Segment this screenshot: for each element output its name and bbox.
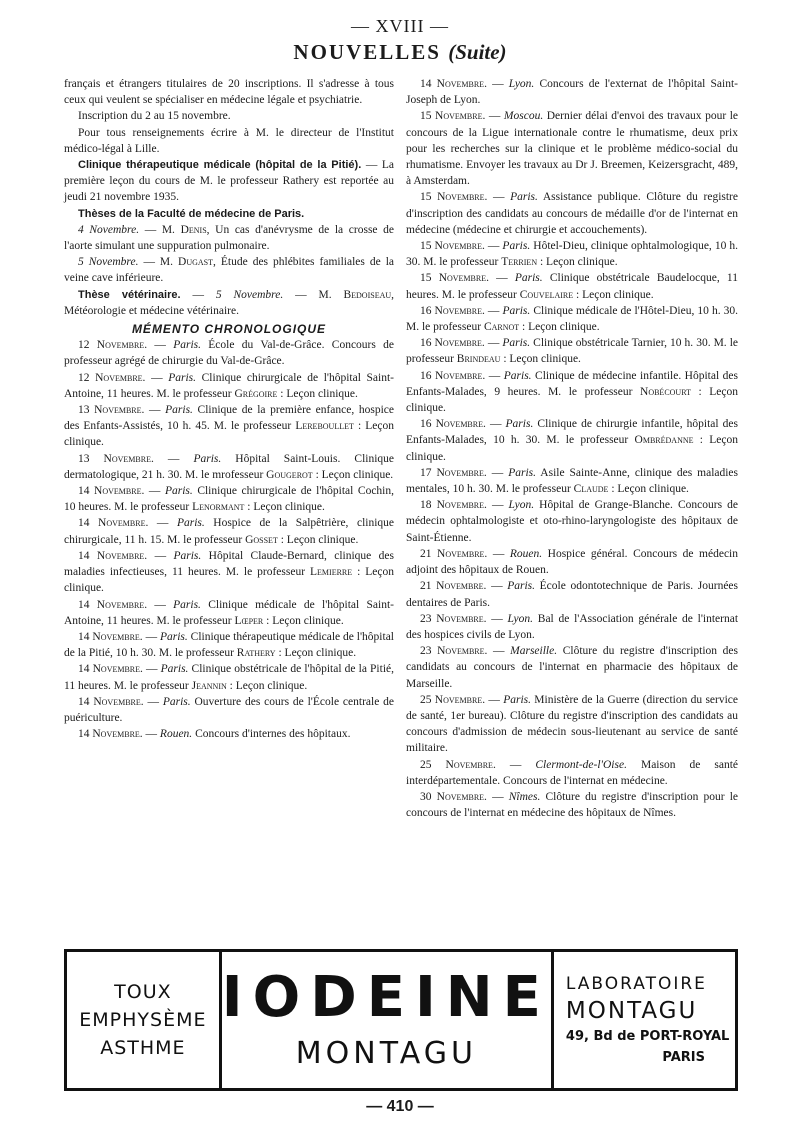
person-name: Carnot (483, 321, 520, 334)
event-city: Lyon. (507, 612, 534, 625)
event-entry: 16 Novembre. — Paris. Clinique de médecine infantile. Hôpital des Enfants-Malades, 9 heures. M. le professeur Nobécourt : Leçon clinique. (406, 369, 738, 415)
event-date: 23 Novembre. (420, 612, 487, 625)
right-column (406, 76, 738, 821)
event-date: 21 Novembre. (420, 580, 487, 593)
event-text: Hôpital de Grange-Blanche. Concours de médecin ophtalmologiste et oto-rhino-laryngologiste des hôpitaux de Saint-Étienne. (406, 499, 739, 544)
event-text: École odontotechnique de Paris. Journées dentaires de Paris. (406, 580, 739, 609)
event-date: 16 Novembre. (420, 418, 486, 431)
event-city: Clermont-de-l'Oise. (535, 758, 627, 771)
event-text: : Leçon clinique. (263, 614, 344, 627)
event-city: Paris. (503, 693, 531, 706)
event-date: 14 Novembre. (78, 517, 149, 530)
ad-indication: ASTHME (100, 1037, 186, 1059)
event-entry: 30 Novembre. — Nîmes. Clôture du registre d'inscription pour le concours de l'internat en médecine des hôpitaux de Nîmes. (406, 790, 739, 820)
event-entry: 25 Novembre. — Paris. Ministère de la Guerre (direction du service de santé, 1er bureau). Clôture du registre d'inscription des candidats au concours d'admission de médecin sous-lieutenant au service de santé militaire. (406, 693, 739, 755)
person-name: Grégoire (234, 387, 278, 400)
event-text: : Leçon clinique. (406, 434, 738, 463)
event-city: Moscou. (503, 110, 544, 123)
text: — M. (139, 223, 181, 236)
paragraph: français et étrangers titulaires de 20 inscriptions. Il s'adresse à tous ceux qui veulent se spécialiser en médecine légale et psychiatrie. (64, 78, 394, 107)
event-city: Paris. (503, 369, 532, 382)
event-date: 14 Novembre. (78, 663, 143, 676)
event-entry: 15 Novembre. — Paris. Hôtel-Dieu, clinique ophtalmologique, 10 h. 30. M. le professeur Terrien : Leçon clinique. (406, 240, 738, 269)
event-text: Clinique obstétricale Baudelocque, 11 heures. M. le professeur (406, 272, 738, 301)
paragraph (64, 222, 394, 254)
event-date: 15 Novembre. (420, 191, 488, 204)
person-name: Lœper (234, 614, 264, 627)
date: 5 Novembre. (215, 288, 284, 301)
text: — M. (283, 288, 344, 301)
title-text: NOUVELLES (293, 40, 441, 64)
event-date: 30 Novembre. (420, 790, 487, 803)
text: , Étude des phlébites familiales de la veine cave inférieure. (64, 256, 394, 285)
event-date: 16 Novembre. (420, 369, 486, 382)
person-name: Claude (573, 483, 609, 496)
ad-brand-subtitle: MONTAGU (295, 1036, 477, 1071)
paragraph-text: — La première leçon du cours de M. le professeur Rathery est reportée au jeudi 21 novembre 1935. (64, 159, 394, 204)
event-entry: 23 Novembre. — Marseille. Clôture du registre d'inscription des candidats au concours de l'internat en pharmacie des hôpitaux de Marseille. (406, 645, 739, 690)
event-city: Rouen. (159, 728, 193, 741)
event-entry: 13 Novembre. — Paris. Clinique de la première enfance, hospice des Enfants-Assistés, 10 h. 45. M. le professeur Lereboullet : Leçon clinique. (64, 404, 394, 449)
event-date: 15 Novembre. (420, 110, 486, 123)
event-date: 14 Novembre. (78, 549, 148, 562)
event-text: Hospice de la Salpêtrière, clinique chirurgicale, 11 h. 15. M. le professeur (64, 517, 395, 546)
paragraph (64, 254, 394, 286)
event-entry: 17 Novembre. — Paris. Asile Sainte-Anne, clinique des maladies mentales, 10 h. 30. M. le professeur Claude : Leçon clinique. (406, 466, 739, 496)
event-text: Clinique de la première enfance, hospice des Enfants-Assistés, 10 h. 45. M. le professeur (64, 404, 394, 433)
event-text: Clinique thérapeutique médicale de l'hôpital de la Pitié, 10 h. 30. M. le professeur (64, 630, 394, 660)
event-text: Clinique obstétricale Tarnier, 10 h. 30. M. le professeur (406, 337, 738, 366)
paragraph (64, 287, 394, 319)
event-text: : Leçon clinique. (226, 679, 308, 692)
event-date: 14 Novembre. (78, 485, 145, 498)
event-text: Asile Sainte-Anne, clinique des maladies mentales, 10 h. 30. M. le professeur (406, 466, 739, 496)
event-entry: 16 Novembre. — Paris. Clinique de chirurgie infantile, hôpital des Enfants-Malades, 10 h. 30. M. le professeur Ombrédanne : Leçon clinique. (406, 418, 739, 463)
event-city: Paris. (173, 339, 201, 352)
event-text: : Leçon clinique. (537, 256, 618, 269)
ad-brand-name: IODEINE (221, 965, 551, 1030)
event-city: Paris. (162, 695, 191, 708)
ad-lab-name: MONTAGU (565, 998, 698, 1024)
person-name: Denis (180, 223, 207, 236)
event-city: Paris. (165, 404, 193, 417)
date: 5 Novembre. (78, 256, 139, 269)
event-entry: 14 Novembre. — Paris. Clinique médicale de l'hôpital Saint-Antoine, 11 heures. M. le professeur Lœper : Leçon clinique. (64, 598, 394, 627)
event-text: : Leçon clinique. (64, 420, 394, 449)
event-text: Bal de l'Association générale de l'internat des hospices civils de Lyon. (406, 612, 739, 641)
event-text: Ministère de la Guerre (direction du service de santé, 1er bureau). Clôture du registre d'inscription des candidats au concours d'admission de médecin sous-lieutenant au service de santé militaire. (406, 693, 739, 755)
event-city: Paris. (502, 304, 531, 317)
event-text: Clinique médicale de l'Hôtel-Dieu, 10 h. 30. M. le professeur (406, 304, 739, 334)
event-text: Hôpital Saint-Louis. Clinique dermatologique, 21 h. 30. M. le mrofesseur (64, 452, 395, 481)
paragraph-heading: Thèses de la Faculté de médecine de Paris. (78, 207, 305, 220)
paragraph-heading: Clinique thérapeutique médicale (hôpital de la Pitié). (78, 159, 362, 172)
event-entry: 13 Novembre. — Paris. Hôpital Saint-Louis. Clinique dermatologique, 21 h. 30. M. le mrofesseur Gougerot : Leçon clinique. (64, 452, 395, 481)
event-text: Ouverture des cours de l'École centrale de puériculture. (64, 695, 395, 724)
event-date: 13 Novembre. (78, 404, 145, 417)
event-city: Paris. (193, 452, 222, 465)
event-city: Paris. (173, 549, 202, 562)
text: — M. (138, 256, 179, 269)
event-text: Clinique chirurgicale de l'hôpital Saint-Antoine, 11 heures. M. le professeur (64, 371, 394, 400)
event-entry: 14 Novembre. — Rouen. Concours d'internes des hôpitaux. (78, 728, 351, 741)
event-date: 25 Novembre. (420, 693, 486, 706)
event-date: 14 Novembre. (78, 728, 143, 741)
event-text: : Leçon clinique. (275, 647, 357, 660)
event-entry: 14 Novembre. — Paris. Hospice de la Salpêtrière, clinique chirurgicale, 11 h. 15. M. le professeur Gosset : Leçon clinique. (64, 517, 395, 546)
ad-lab-label: LABORATOIRE (565, 974, 707, 994)
event-city: Nîmes. (508, 790, 541, 803)
person-name: Jeannin (191, 679, 227, 692)
ad-indication: TOUX (114, 981, 172, 1003)
person-name: Brindeau (456, 353, 501, 366)
event-entry: 21 Novembre. — Paris. École odontotechnique de Paris. Journées dentaires de Paris. (406, 580, 739, 609)
ad-indication: EMPHYSÈME (79, 1009, 207, 1031)
person-name: Couvelaire (519, 288, 574, 301)
ad-laboratory (554, 952, 735, 1088)
event-text: Clinique obstétricale de l'hôpital de la Pitié, 11 heures. M. le professeur (64, 663, 395, 692)
event-entry: 12 Novembre. — Paris. École du Val-de-Grâce. Concours de professeur agrégé de chirurgie du Val-de-Grâce. (64, 339, 395, 368)
person-name: Terrien (501, 256, 538, 269)
event-city: Paris. (168, 371, 196, 384)
event-city: Paris. (173, 598, 201, 611)
event-text: Clinique médicale de l'hôpital Saint-Antoine, 11 heures. M. le professeur (64, 598, 394, 627)
event-city: Paris. (164, 485, 193, 498)
person-name: Bedoiseau (343, 288, 392, 301)
event-city: Rouen. (509, 547, 543, 560)
event-text: Clôture du registre d'inscription des candidats au concours de l'internat en pharmacie des hôpitaux de Marseille. (406, 645, 739, 690)
person-name: Lereboullet (295, 420, 354, 433)
text: — (180, 288, 216, 301)
event-city: Marseille. (510, 645, 558, 658)
event-text: : Leçon clinique. (64, 566, 394, 595)
event-city: Paris. (507, 580, 536, 593)
event-text: Dernier délai d'envoi des travaux pour le concours de la Ligue internationale contre le rhumatisme, deux prix pour les recherches sur la clinique et le problème médico-social du rhumatisme. Envoyer les travaux au Dr J. Breemen, Keizersgracht, 489, à Amsterdam. (406, 110, 739, 188)
event-text: Hôtel-Dieu, clinique ophtalmologique, 10 h. 30. M. le professeur (406, 240, 738, 269)
ad-address: 49, Bd de PORT-ROYAL (565, 1029, 730, 1044)
event-entry: 14 Novembre. — Paris. Ouverture des cours de l'École centrale de puériculture. (64, 695, 395, 724)
event-entry: 15 Novembre. — Paris. Clinique obstétricale Baudelocque, 11 heures. M. le professeur Couvelaire : Leçon clinique. (406, 272, 738, 301)
event-entry: 15 Novembre. — Moscou. Dernier délai d'envoi des travaux pour le concours de la Ligue internationale contre le rhumatisme, deux prix pour les recherches sur la clinique et le problème médico-social du rhumatisme. Envoyer les travaux au Dr J. Breemen, Keizersgracht, 489, à Amsterdam. (406, 110, 739, 188)
ad-brand (219, 952, 554, 1088)
event-entry: 16 Novembre. — Paris. Clinique obstétricale Tarnier, 10 h. 30. M. le professeur Brindeau : Leçon clinique. (406, 337, 738, 366)
event-city: Paris. (505, 418, 534, 431)
event-date: 13 Novembre. (78, 452, 154, 465)
person-name: Lemierre (310, 566, 353, 579)
event-entry: 21 Novembre. — Rouen. Hospice général. Concours de médecin adjoint des hôpitaux de Rouen. (406, 547, 738, 577)
event-text: Concours de l'externat de l'hôpital Saint-Joseph de Lyon. (406, 78, 739, 107)
ad-city: PARIS (662, 1050, 705, 1065)
event-city: Paris. (502, 337, 531, 350)
person-name: Rathery (236, 647, 276, 660)
left-column (64, 76, 394, 742)
event-entry: 23 Novembre. — Lyon. Bal de l'Association générale de l'internat des hospices civils de Lyon. (406, 612, 739, 641)
event-text: Clinique chirurgicale de l'hôpital Cochin, 10 heures. M. le professeur (64, 485, 394, 514)
event-text: Maison de santé interdépartementale. Concours de l'internat en médecine. (406, 758, 739, 787)
event-entry: 14 Novembre. — Paris. Clinique thérapeutique médicale de l'hôpital de la Pitié, 10 h. 30. M. le professeur Rathery : Leçon clinique. (64, 630, 394, 660)
event-city: Paris. (176, 517, 205, 530)
title-suite: (Suite) (448, 40, 507, 64)
event-date: 15 Novembre. (420, 240, 485, 253)
event-date: 23 Novembre. (420, 645, 488, 658)
paragraph: Pour tous renseignements écrire à M. le directeur de l'Institut médico-légal à Lille. (64, 126, 394, 155)
event-text: : Leçon clinique. (277, 533, 359, 546)
event-city: Paris. (508, 466, 536, 479)
event-date: 16 Novembre. (420, 337, 485, 350)
event-city: Paris. (159, 630, 188, 643)
text: , Un cas d'anévrysme de la crosse de l'aorte simulant une suppuration pulmonaire. (64, 223, 394, 253)
section-title (0, 40, 800, 65)
event-entry: 14 Novembre. — Lyon. Concours de l'externat de l'hôpital Saint-Joseph de Lyon. (406, 78, 739, 107)
date: 4 Novembre. (78, 223, 140, 236)
event-date: 12 Novembre. (78, 371, 146, 384)
event-text: : Leçon clinique. (406, 385, 738, 415)
event-date: 14 Novembre. (420, 78, 487, 90)
person-name: Dugast (178, 256, 214, 269)
paragraph (64, 157, 394, 206)
event-text: : Leçon clinique. (312, 468, 394, 481)
event-entry: 14 Novembre. — Paris. Clinique obstétricale de l'hôpital de la Pitié, 11 heures. M. le professeur Jeannin : Leçon clinique. (64, 663, 395, 692)
event-entry: 12 Novembre. — Paris. Clinique chirurgicale de l'hôpital Saint-Antoine, 11 heures. M. le professeur Grégoire : Leçon clinique. (64, 371, 394, 400)
event-text: École du Val-de-Grâce. Concours de professeur agrégé de chirurgie du Val-de-Grâce. (64, 339, 395, 368)
paragraph-heading: Thèse vétérinaire. (78, 288, 181, 301)
event-text: Hôpital Claude-Bernard, clinique des maladies infectieuses, 11 heures. M. le professeur (64, 549, 395, 579)
event-entry: 15 Novembre. — Paris. Assistance publique. Clôture du registre d'inscription des candidats au concours de médaille d'or de l'internat en médecine (médecine et chirurgie et accouchements). (406, 191, 738, 236)
person-name: Gosset (245, 533, 278, 546)
event-date: 12 Novembre. (78, 339, 148, 352)
event-text: : Leçon clinique. (573, 288, 654, 301)
event-city: Lyon. (508, 78, 535, 90)
event-city: Lyon. (508, 499, 535, 512)
person-name: Lenormant (192, 501, 245, 514)
event-text: Clinique de médecine infantile. Hôpital des Enfants-Malades, 9 heures. M. le professeur (406, 369, 738, 398)
event-entry: 18 Novembre. — Lyon. Hôpital de Grange-Blanche. Concours de médecin ophtalmologiste et oto-rhino-laryngologiste des hôpitaux de Saint-Étienne. (406, 499, 739, 544)
event-date: 16 Novembre. (420, 304, 485, 317)
event-text: : Leçon clinique. (519, 321, 600, 334)
advertisement-box (64, 949, 738, 1091)
text: , Météorologie et médecine vétérinaire. (64, 288, 395, 317)
event-date: 15 Novembre. (420, 272, 489, 285)
event-text: Clôture du registre d'inscription pour le concours de l'internat en médecine des hôpitaux de Nîmes. (406, 790, 739, 820)
event-date: 14 Novembre. (78, 695, 144, 708)
event-city: Paris. (510, 191, 538, 204)
paragraph (64, 206, 394, 222)
event-text: : Leçon clinique. (277, 387, 358, 400)
event-date: 17 Novembre. (420, 466, 487, 479)
person-name: Ombrédanne (634, 434, 694, 447)
event-date: 21 Novembre. (420, 547, 488, 560)
roman-page-number: — XVIII — (351, 16, 449, 36)
event-text: : Leçon clinique. (500, 353, 581, 366)
event-city: Paris. (160, 663, 189, 676)
event-city: Paris. (514, 272, 543, 285)
event-entry: 14 Novembre. — Paris. Hôpital Claude-Bernard, clinique des maladies infectieuses, 11 heures. M. le professeur Lemierre : Leçon clinique. (64, 549, 395, 595)
event-city: Paris. (502, 240, 531, 253)
event-text: Assistance publique. Clôture du registre d'inscription des candidats au concours de médaille d'or de l'internat en médecine (médecine et chirurgie et accouchements). (406, 191, 738, 236)
event-text: Clinique de chirurgie infantile, hôpital des Enfants-Malades, 10 h. 30. M. le professeur (406, 418, 739, 447)
event-text: Hospice général. Concours de médecin adjoint des hôpitaux de Rouen. (406, 547, 738, 577)
memento-heading: MÉMENTO CHRONOLOGIQUE (131, 322, 327, 337)
person-name: Nobécourt (640, 385, 691, 398)
page-number: — 410 — (366, 1098, 434, 1115)
event-text: Concours d'internes des hôpitaux. (192, 728, 351, 741)
event-date: 18 Novembre. (420, 499, 487, 512)
ad-indications (67, 952, 219, 1088)
event-text: : Leçon clinique. (608, 483, 689, 496)
person-name: Gougerot (266, 468, 313, 481)
event-text: : Leçon clinique. (244, 501, 325, 514)
event-date: 14 Novembre. (78, 598, 148, 611)
event-date: 14 Novembre. (78, 630, 143, 643)
event-entry: 14 Novembre. — Paris. Clinique chirurgicale de l'hôpital Cochin, 10 heures. M. le professeur Lenormant : Leçon clinique. (64, 485, 394, 514)
event-entry: 16 Novembre. — Paris. Clinique médicale de l'Hôtel-Dieu, 10 h. 30. M. le professeur Carnot : Leçon clinique. (406, 304, 739, 334)
event-entry: 25 Novembre. — Clermont-de-l'Oise. Maison de santé interdépartementale. Concours de l'internat en médecine. (406, 758, 739, 787)
event-date: 25 Novembre. (420, 758, 496, 771)
paragraph: Inscription du 2 au 15 novembre. (78, 110, 231, 123)
